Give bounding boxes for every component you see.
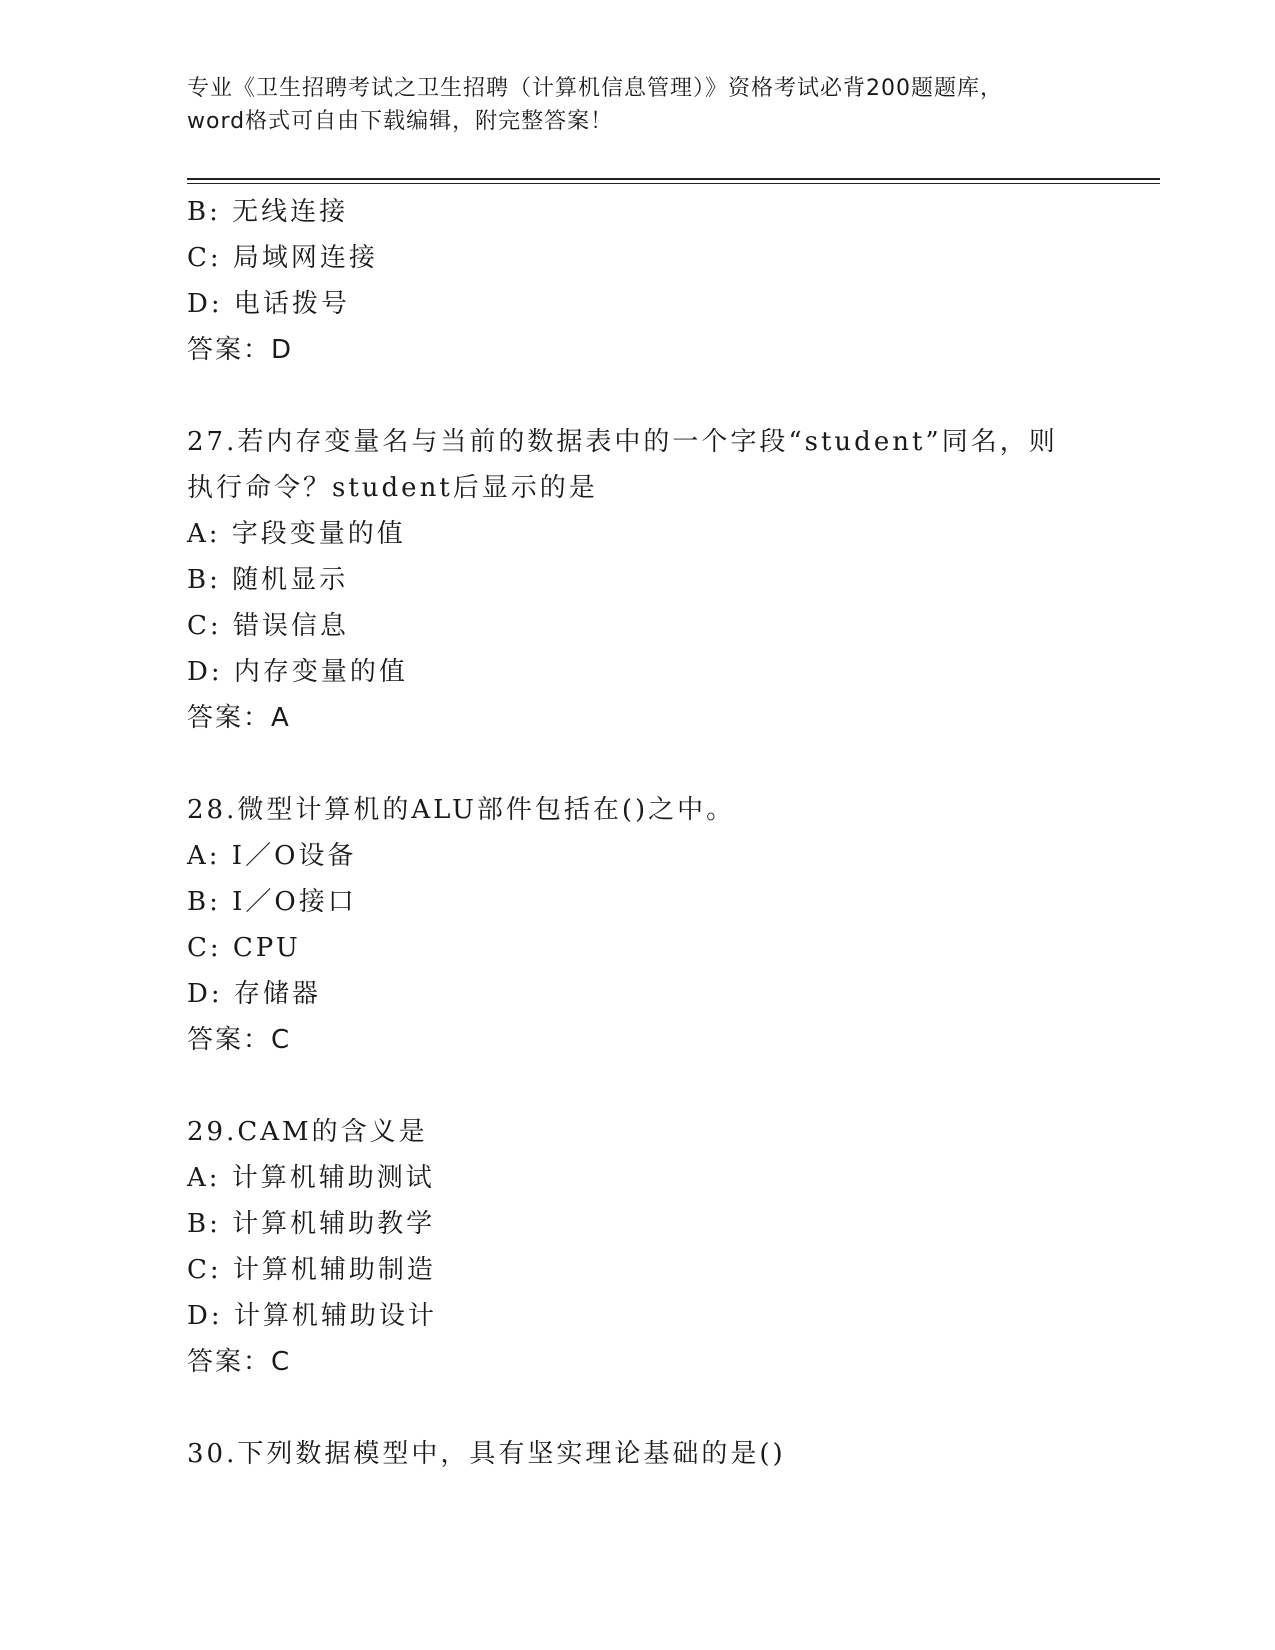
option-b: B: I／O接口	[187, 887, 357, 917]
option-d: D: 计算机辅助设计	[187, 1301, 437, 1331]
option-c: C: 计算机辅助制造	[187, 1255, 436, 1285]
answer: 答案：C	[187, 1347, 292, 1377]
question-26-continued	[187, 189, 1087, 373]
question-list	[187, 189, 1087, 1477]
question-stem: 30.下列数据模型中，具有坚实理论基础的是()	[187, 1439, 786, 1469]
option-d: D: 电话拨号	[187, 289, 350, 319]
option-b: B: 随机显示	[187, 565, 349, 595]
option-b: B: 计算机辅助教学	[187, 1209, 436, 1239]
question-stem: 27.若内存变量名与当前的数据表中的一个字段“student”同名，则	[187, 427, 1058, 457]
question-stem: 28.微型计算机的ALU部件包括在()之中。	[187, 795, 736, 825]
question-spacer	[187, 1385, 1087, 1431]
question-27	[187, 419, 1087, 741]
header-rule-thin	[187, 183, 1160, 184]
question-spacer	[187, 1063, 1087, 1109]
answer: 答案：D	[187, 335, 294, 365]
header-line-2: word格式可自由下载编辑，附完整答案！	[187, 109, 614, 134]
answer: 答案：A	[187, 703, 291, 733]
option-c: C: 局域网连接	[187, 243, 378, 273]
header-rule-thick	[187, 178, 1160, 180]
option-d: D: 存储器	[187, 979, 321, 1009]
question-spacer	[187, 373, 1087, 419]
document-header	[187, 72, 1087, 138]
option-d: D: 内存变量的值	[187, 657, 408, 687]
option-b: B: 无线连接	[187, 197, 349, 227]
question-stem: 29.CAM的含义是	[187, 1117, 428, 1147]
answer: 答案：C	[187, 1025, 292, 1055]
question-28	[187, 787, 1087, 1063]
question-29	[187, 1109, 1087, 1385]
option-a: A: 计算机辅助测试	[187, 1163, 435, 1193]
option-a: A: 字段变量的值	[187, 519, 406, 549]
question-stem-continued: 执行命令？student后显示的是	[187, 473, 598, 503]
header-line-1: 专业《卫生招聘考试之卫生招聘（计算机信息管理）》资格考试必背200题题库，	[187, 76, 1003, 101]
option-a: A: I／O设备	[187, 841, 357, 871]
option-c: C: CPU	[187, 933, 301, 963]
question-spacer	[187, 741, 1087, 787]
question-30	[187, 1431, 1087, 1477]
option-c: C: 错误信息	[187, 611, 349, 641]
